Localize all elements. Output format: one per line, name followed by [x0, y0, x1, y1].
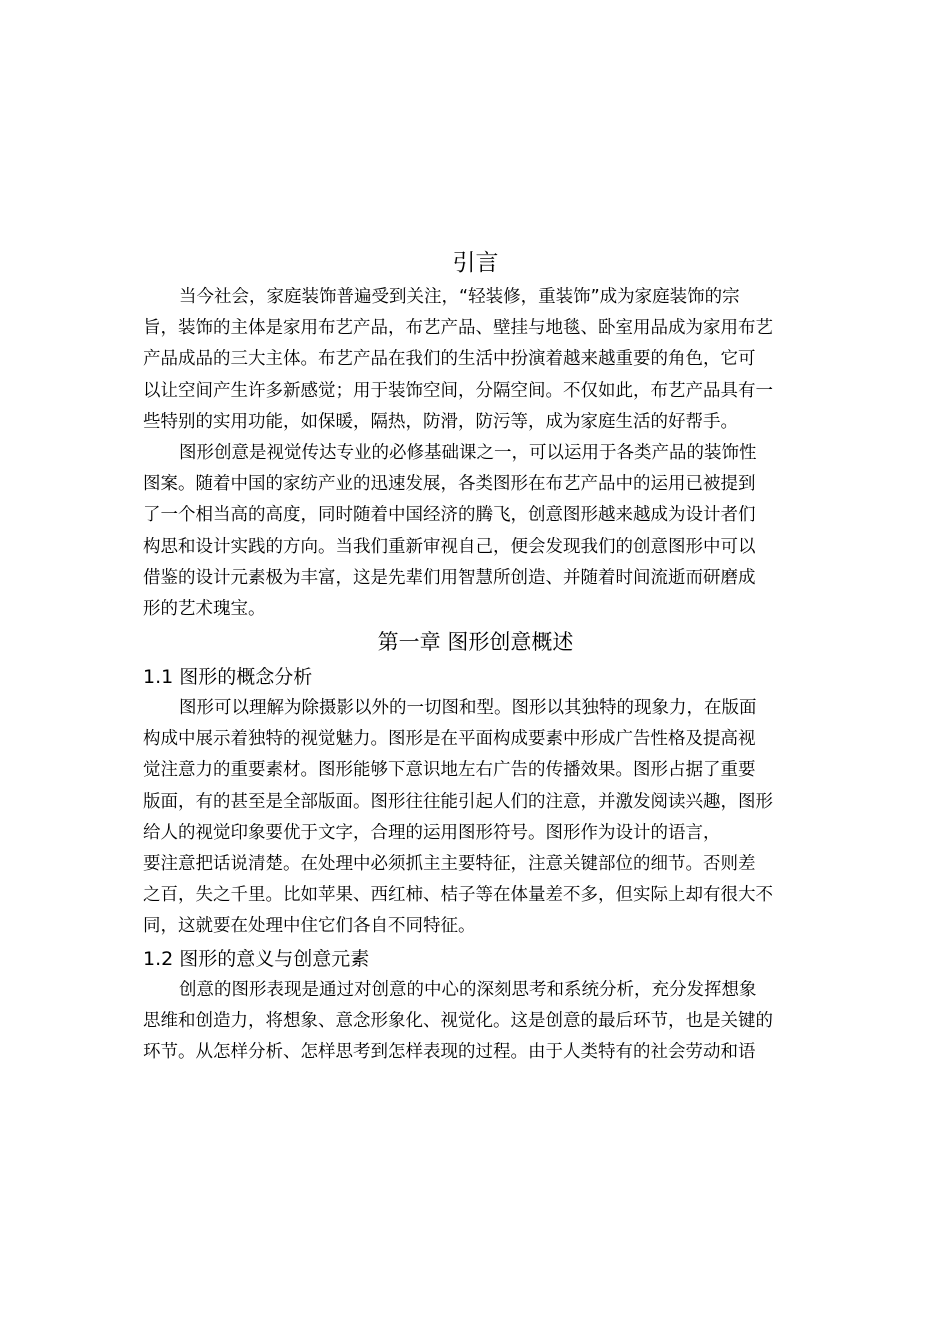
text-line: 觉注意力的重要素材。图形能够下意识地左右广告的传播效果。图形占据了重要	[143, 760, 756, 781]
text-line: 形的艺术瑰宝。	[143, 598, 266, 619]
section-1-1-paragraph-1	[143, 693, 808, 849]
text-line: 环节。从怎样分析、怎样思考到怎样表现的过程。由于人类特有的社会劳动和语	[143, 1041, 756, 1062]
text-line: 些特别的实用功能，如保暖，隔热，防滑，防污等，成为家庭生活的好帮手。	[143, 411, 738, 432]
text-line: 产品成品的三大主体。布艺产品在我们的生活中扮演着越来越重要的角色，它可	[143, 349, 756, 370]
text-line: 旨，装饰的主体是家用布艺产品，布艺产品、壁挂与地毯、卧室用品成为家用布艺	[143, 318, 773, 339]
text-line: 构成中展示着独特的视觉魅力。图形是在平面构成要素中形成广告性格及提高视	[143, 729, 756, 750]
section-heading: 1.2 图形的意义与创意元素	[143, 947, 370, 970]
page-title: 引言	[452, 250, 499, 276]
document-page	[143, 246, 808, 1068]
text-line: 图形可以理解为除摄影以外的一切图和型。图形以其独特的现象力，在版面	[179, 698, 757, 719]
text-line: 图案。随着中国的家纺产业的迅速发展，各类图形在布艺产品中的运用已被提到	[143, 474, 756, 495]
text-line: 图形创意是视觉传达专业的必修基础课之一，可以运用于各类产品的装饰性	[179, 442, 757, 463]
intro-paragraph-2	[143, 438, 808, 625]
text-line: 了一个相当高的高度，同时随着中国经济的腾飞，创意图形越来越成为设计者们	[143, 505, 756, 526]
intro-paragraph-1	[143, 282, 808, 438]
section-1-2-paragraph-1	[143, 975, 808, 1069]
text-line: 当今社会，家庭装饰普遍受到关注，“轻装修，重装饰”成为家庭装饰的宗	[179, 287, 740, 307]
section-1-1-paragraph-2	[143, 849, 808, 943]
section-heading: 1.1 图形的概念分析	[143, 666, 313, 689]
text-line: 借鉴的设计元素极为丰富，这是先辈们用智慧所创造、并随着时间流逝而研磨成	[143, 567, 756, 588]
text-line: 之百，失之千里。比如苹果、西红柿、桔子等在体量差不多，但实际上却有很大不	[143, 885, 773, 906]
text-line: 给人的视觉印象要优于文字，合理的运用图形符号。图形作为设计的语言，	[143, 822, 721, 843]
text-line: 同，这就要在处理中住它们各自不同特征。	[143, 916, 476, 937]
text-line: 版面，有的甚至是全部版面。图形往往能引起人们的注意，并激发阅读兴趣，图形	[143, 791, 773, 812]
text-line: 以让空间产生许多新感觉；用于装饰空间，分隔空间。不仅如此，布艺产品具有一	[143, 380, 773, 401]
text-line: 要注意把话说清楚。在处理中必须抓主主要特征，注意关键部位的细节。否则差	[143, 854, 756, 874]
chapter-title: 第一章 图形创意概述	[377, 630, 574, 655]
text-line: 思维和创造力，将想象、意念形象化、视觉化。这是创意的最后环节，也是关键的	[143, 1010, 773, 1031]
text-line: 构思和设计实践的方向。当我们重新审视自己，便会发现我们的创意图形中可以	[143, 536, 756, 557]
text-line: 创意的图形表现是通过对创意的中心的深刻思考和系统分析，充分发挥想象	[179, 979, 757, 1000]
